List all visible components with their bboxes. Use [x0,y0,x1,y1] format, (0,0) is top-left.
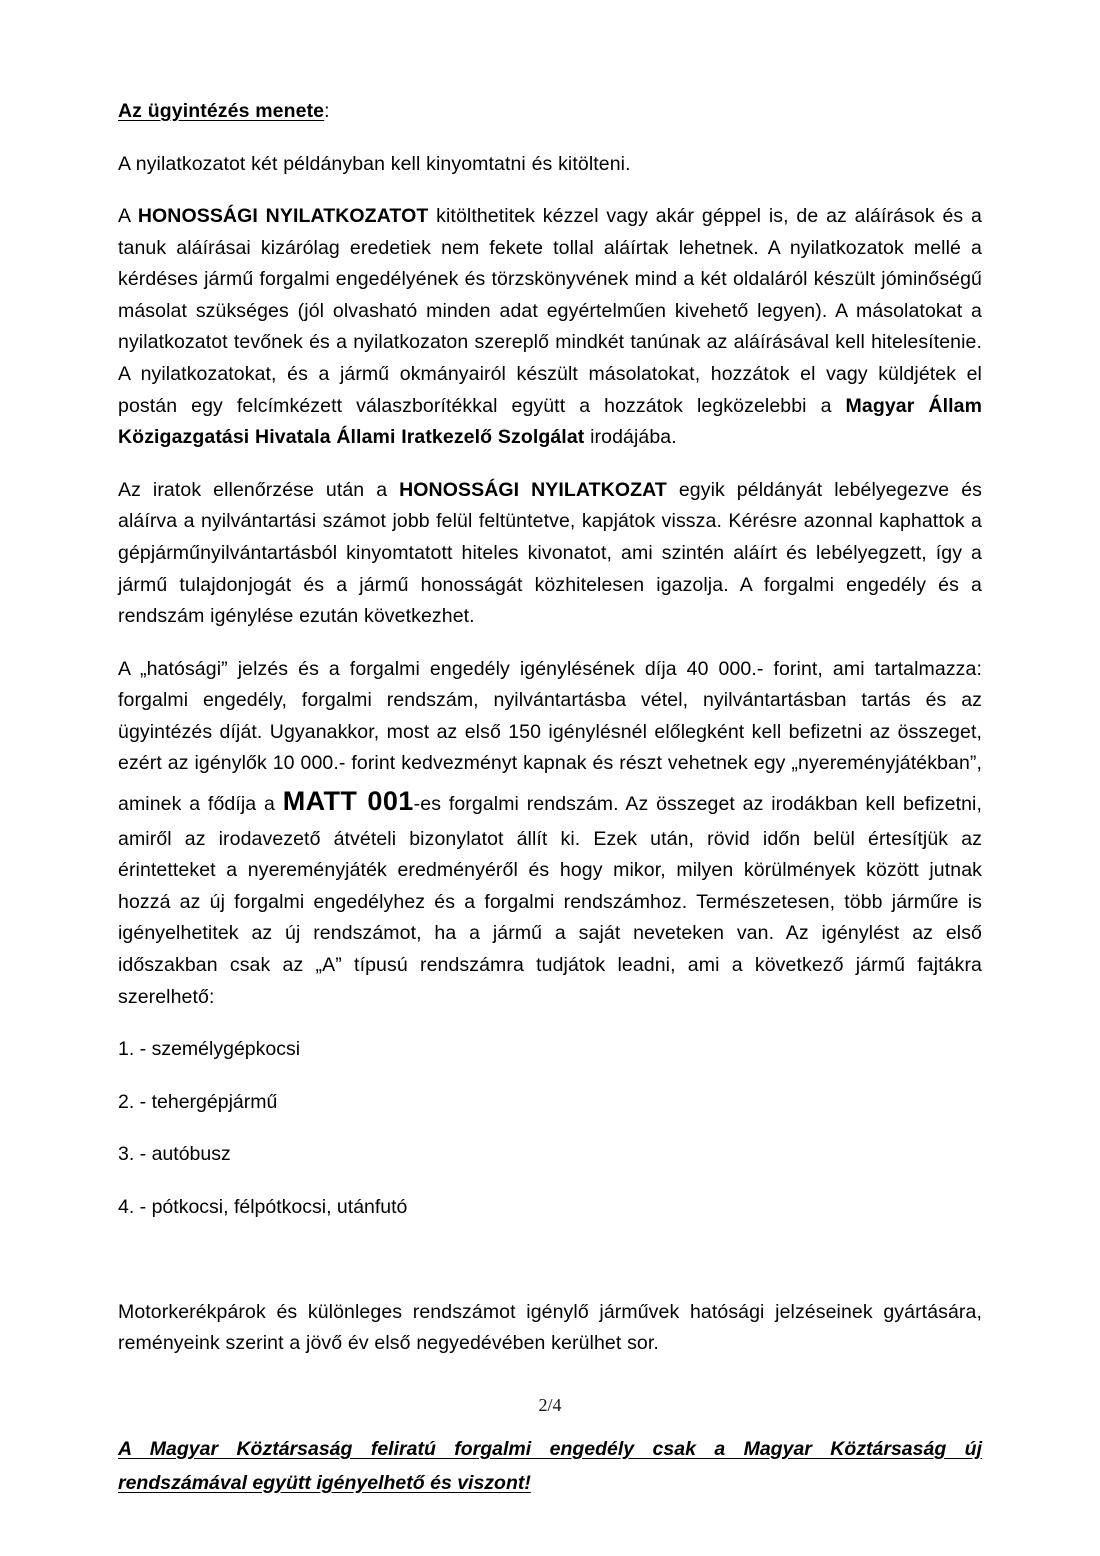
section-heading-text: Az ügyintézés menete [118,100,325,122]
text-segment: A „hatósági” jelzés és a forgalmi engedély igénylésének díja 40 000.- forint, ami tartalmazza: forgalmi engedély, forgalmi rendszám, nyilvántartásba vétel, nyilvántartásban tartás és az ügyintézés díját. Ugyanakkor, most az első 150 igénylésnél előlegként kell befizetni az összeget, ezért az igénylők 10 000.- forint kedvezményt kapnak és részt vehetnek egy „nyereményjátékban”, aminek a fődíja a [118,657,982,815]
list-item: 4. - pótkocsi, félpótkocsi, utánfutó [118,1195,408,1218]
paragraph-fees-and-prize [118,654,982,1014]
text-segment: kitölthetitek kézzel vagy akár géppel is, de az aláírások és a tanuk aláírásai kizárólag eredetiek nem fekete tollal aláírtak lehetnek. A nyilatkozatok mellé a kérdéses jármű forgalmi engedélyének és törzskönyvének mind a két oldaláról készült jóminőségű másolat szükséges (jól olvasható minden adat egyértelműen kivehető legyen). A másolatokat a nyilatkozatot tevőnek és a nyilatkozaton szereplő mindkét tanúnak az aláírásával kell hitelesítenie. A nyilatkozatokat, és a jármű okmányairól készült másolatokat, hozzátok el vagy küldjétek el postán egy felcímkézett válaszborítékkal együtt a hozzátok legközelebbi a [118,205,982,417]
paragraph-motorcycles: Motorkerékpárok és különleges rendszámot igénylő járművek hatósági jelzéseinek gyártására, reményeink szerint a jövő év első negyedévében kerülhet sor. [118,1300,982,1355]
paragraph-intro: A nyilatkozatot két példányban kell kinyomtatni és kitölteni. [118,152,631,175]
paragraph-final-emphasis: A Magyar Köztársaság feliratú forgalmi engedély csak a Magyar Köztársaság új rendszámával együtt igényelhető és viszont! [118,1437,982,1494]
list-item: 1. - személygépkocsi [118,1038,301,1061]
list-item: 3. - autóbusz [118,1143,231,1166]
text-segment: Az iratok ellenőrzése után a [118,478,400,501]
text-segment: -es forgalmi rendszám. Az összeget az irodákban kell befizetni, amiről az irodavezető átvételi bizonylatot állít ki. Ezek után, rövid időn belül értesítjük az érintetteket a nyereményjáték eredményéről és hogy mikor, milyen körülmények között jutnak hozzá az új forgalmi engedélyhez és a forgalmi rendszámhoz. Természetesen, több járműre is igényelhetitek az új rendszámot, ha a jármű a saját neveteken van. Az igénylést az első időszakban csak az „A” típusú rendszámra tudjátok leadni, ami a következő jármű fajtákra szerelhető: [118,792,983,1008]
text-segment: A [118,205,138,228]
section-heading [118,96,982,128]
emphasis-honossagi-nyilatkozat: HONOSSÁGI NYILATKOZAT [399,478,667,501]
paragraph-declaration-instructions [118,201,982,454]
emphasis-honossagi-nyilatkozatot: HONOSSÁGI NYILATKOZATOT [137,205,429,228]
page-footer: 2/4 [538,1395,562,1415]
section-heading-colon: : [324,100,330,122]
empty-paragraph-spacer [118,1245,982,1276]
prize-plate-number: MATT 001 [282,785,414,816]
document-body [118,96,982,1501]
text-segment: irodájába. [584,426,677,449]
paragraph-document-check [118,475,982,633]
emphasis-office-name: Magyar Állam Közigazgatási Hivatala Állami Iratkezelő Szolgálat [118,394,983,449]
text-segment: egyik példányát lebélyegezve és aláírva a nyilvántartási számot jobb felül feltüntetve, kapjátok vissza. Kérésre azonnal kaphattok a gépjárműnyilvántartásból kinyomtatott hiteles kivonatot, ami szintén aláírt és lebélyegzett, így a jármű tulajdonjogát és a jármű honosságát közhitelesen igazolja. A forgalmi engedély és a rendszám igénylése ezután következhet. [118,478,982,628]
list-item: 2. - tehergépjármű [118,1090,278,1113]
